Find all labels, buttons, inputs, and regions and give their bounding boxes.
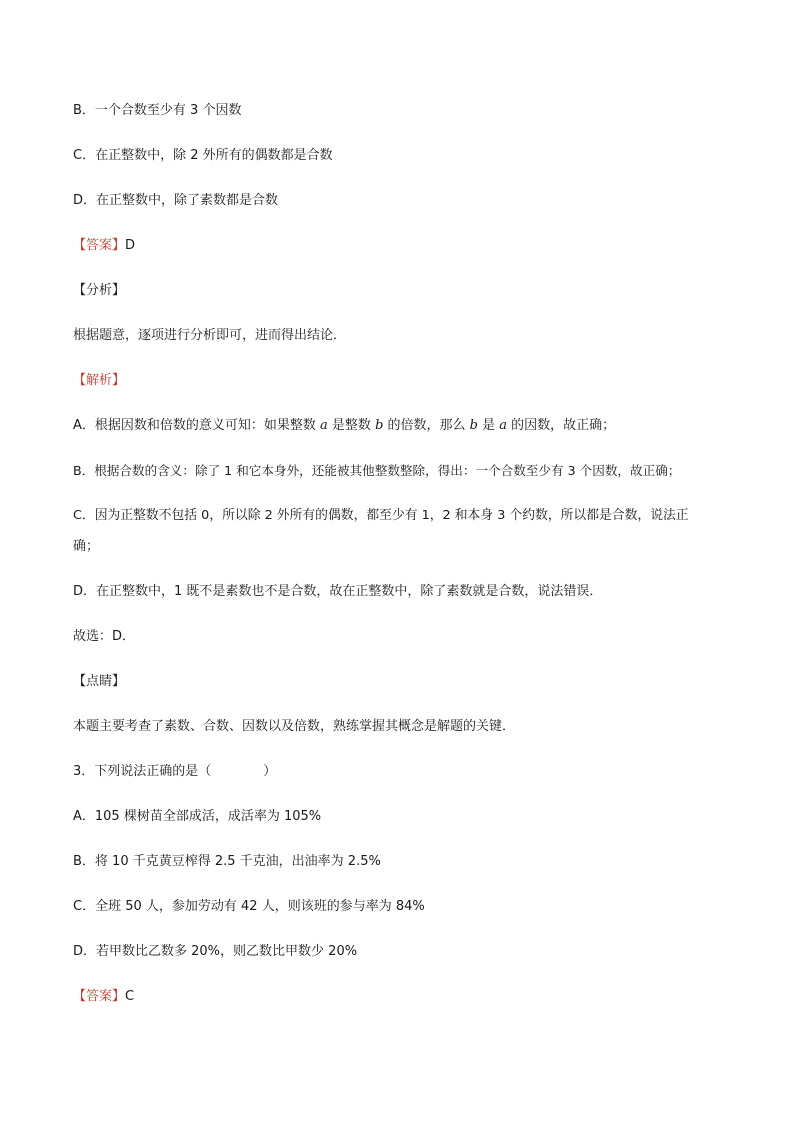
answer-value: D [125, 238, 136, 253]
text-segment: 的因数，故正确； [507, 418, 616, 433]
variable-a: a [499, 418, 508, 433]
option-b-line: B．一个合数至少有 3 个因数 [73, 103, 242, 118]
question-3-option-c: C．全班 50 人，参加劳动有 42 人，则该班的参与率为 84% [73, 899, 425, 914]
text-segment: 是整数 [327, 418, 376, 433]
analysis-text: 根据题意，逐项进行分析即可，进而得出结论． [73, 328, 347, 343]
answer-value: C [125, 989, 135, 1004]
answer-tag: 【答案】 [73, 989, 126, 1004]
explanation-c-2: 确； [73, 539, 100, 554]
answer-tag: 【答案】 [73, 238, 126, 253]
variable-b: b [469, 418, 478, 433]
answer-line-2 [73, 988, 134, 1006]
explanation-b: B．根据合数的含义：除了 1 和它本身外，还能被其他整数整除，得出：一个合数至少有 3 个因数，故正确； [73, 463, 681, 478]
choose-line: 故选：D． [73, 629, 136, 644]
text-segment: 的倍数，那么 [383, 418, 470, 433]
question-3-option-a: A．105 棵树苗全部成活，成活率为 105% [73, 809, 322, 824]
comment-tag: 【点睛】 [73, 674, 126, 689]
variable-a: a [320, 418, 328, 433]
variable-b: b [375, 418, 384, 433]
explanation-c-1: C．因为正整数不包括 0，所以除 2 外所有的偶数，都至少有 1，2 和本身 3 个约数，所以都是合数，说法正 [73, 508, 689, 523]
question-3: 3．下列说法正确的是（ ） [73, 764, 277, 779]
question-3-option-b: B．将 10 千克黄豆榨得 2.5 千克油，出油率为 2.5% [73, 854, 381, 869]
option-c-line: C．在正整数中，除 2 外所有的偶数都是合数 [73, 148, 333, 163]
option-d-line: D．在正整数中，除了素数都是合数 [73, 193, 279, 208]
text-segment: 是 [477, 418, 500, 433]
analysis-tag: 【分析】 [73, 283, 126, 298]
explanation-tag: 【解析】 [73, 373, 126, 388]
answer-line [73, 237, 135, 255]
question-3-option-d: D．若甲数比乙数多 20%，则乙数比甲数少 20% [73, 944, 358, 959]
text-segment: A．根据因数和倍数的意义可知：如果整数 [73, 418, 321, 433]
comment-text: 本题主要考查了素数、合数、因数以及倍数，熟练掌握其概念是解题的关键． [73, 719, 516, 734]
explanation-d: D．在正整数中，1 既不是素数也不是合数，故在正整数中，除了素数就是合数，说法错误． [73, 584, 603, 599]
explanation-a [73, 417, 615, 435]
